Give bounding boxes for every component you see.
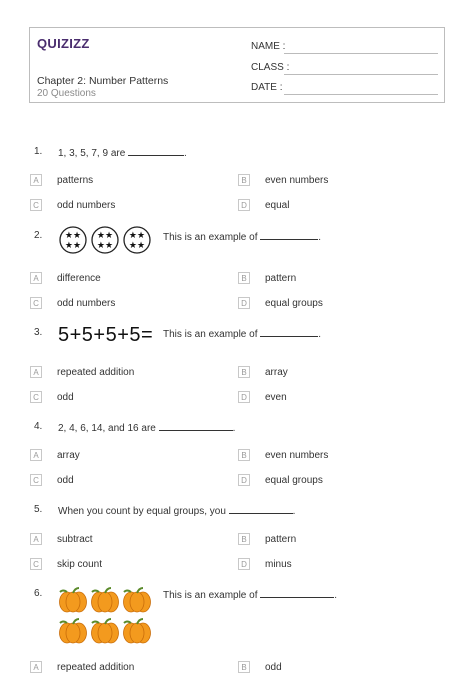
option-b-box[interactable]: B	[238, 366, 250, 378]
option-b-box[interactable]: B	[238, 174, 250, 186]
option-b-text: array	[265, 367, 288, 378]
pumpkin	[92, 588, 119, 612]
option-b-box[interactable]: B	[238, 661, 250, 673]
question-text: This is an example of .	[163, 232, 322, 243]
option-b-box[interactable]: B	[238, 533, 250, 545]
option-d-box[interactable]: D	[238, 558, 250, 570]
svg-text:★★: ★★	[128, 240, 146, 250]
question-text: 1, 3, 5, 7, 9 are .	[58, 148, 187, 159]
option-d-box[interactable]: D	[238, 199, 250, 211]
name-field-line[interactable]	[284, 53, 438, 54]
question-text: When you count by equal groups, you .	[58, 506, 296, 517]
option-c-text: odd numbers	[57, 200, 116, 211]
option-a-box[interactable]: A	[30, 366, 42, 378]
option-b-box[interactable]: B	[238, 449, 250, 461]
pumpkin	[124, 588, 151, 612]
option-a-box[interactable]: A	[30, 272, 42, 284]
star-circle	[92, 227, 118, 253]
option-a-text: array	[57, 450, 80, 461]
option-b-text: odd	[265, 662, 282, 673]
option-c-box[interactable]: C	[30, 558, 42, 570]
option-a-box[interactable]: A	[30, 661, 42, 673]
chapter-title: Chapter 2: Number Patterns	[37, 75, 169, 87]
class-field-line[interactable]	[284, 74, 438, 75]
option-c-text: odd	[57, 475, 74, 486]
answer-blank	[128, 146, 184, 156]
option-b-box[interactable]: B	[238, 272, 250, 284]
option-a-text: patterns	[57, 175, 94, 186]
option-c-text: skip count	[57, 559, 103, 570]
option-d-text: minus	[265, 559, 292, 570]
option-d-text: equal	[265, 200, 290, 211]
option-d-box[interactable]: D	[238, 391, 250, 403]
question-number: 1.	[34, 146, 43, 157]
question-text: 2, 4, 6, 14, and 16 are .	[58, 423, 236, 434]
svg-text:★★: ★★	[64, 230, 82, 240]
option-c-box[interactable]: C	[30, 391, 42, 403]
quizizz-logo: QUIZIZZ	[37, 36, 90, 51]
question-text: This is an example of .	[163, 590, 338, 601]
star-circle	[60, 227, 86, 253]
name-label: NAME :	[251, 41, 286, 52]
pumpkin	[60, 619, 87, 643]
option-a-text: subtract	[57, 534, 93, 545]
pumpkin	[60, 588, 87, 612]
option-b-text: even numbers	[265, 175, 329, 186]
svg-text:★★: ★★	[128, 230, 146, 240]
option-c-box[interactable]: C	[30, 199, 42, 211]
option-b-text: even numbers	[265, 450, 329, 461]
answer-blank	[260, 327, 318, 337]
option-c-box[interactable]: C	[30, 297, 42, 309]
pumpkin	[124, 619, 151, 643]
option-a-text: difference	[57, 273, 101, 284]
question-number: 6.	[34, 588, 43, 599]
option-a-box[interactable]: A	[30, 174, 42, 186]
star-circles-image	[58, 225, 158, 257]
answer-blank	[260, 230, 318, 240]
option-a-text: repeated addition	[57, 662, 135, 673]
date-label: DATE :	[251, 82, 283, 93]
svg-text:★★: ★★	[64, 240, 82, 250]
option-b-text: pattern	[265, 273, 297, 284]
pumpkin	[92, 619, 119, 643]
option-d-text: even	[265, 392, 287, 403]
question-text: This is an example of .	[163, 329, 322, 340]
option-a-box[interactable]: A	[30, 449, 42, 461]
option-c-box[interactable]: C	[30, 474, 42, 486]
pumpkins-image	[58, 584, 154, 646]
option-c-text: odd	[57, 392, 74, 403]
class-label: CLASS :	[251, 62, 290, 73]
question-count: 20 Questions	[37, 88, 96, 99]
star-circle	[124, 227, 150, 253]
question-number: 3.	[34, 327, 43, 338]
answer-blank	[260, 588, 334, 598]
option-d-box[interactable]: D	[238, 297, 250, 309]
option-c-text: odd numbers	[57, 298, 116, 309]
option-d-text: equal groups	[265, 475, 323, 486]
worksheet-header	[29, 27, 445, 103]
question-number: 5.	[34, 504, 43, 515]
option-a-box[interactable]: A	[30, 533, 42, 545]
answer-blank	[159, 421, 233, 431]
option-d-box[interactable]: D	[238, 474, 250, 486]
date-field-line[interactable]	[284, 94, 438, 95]
svg-text:★★: ★★	[96, 230, 114, 240]
question-number: 4.	[34, 421, 43, 432]
addition-expression: 5+5+5+5=	[58, 324, 154, 346]
option-a-text: repeated addition	[57, 367, 135, 378]
option-d-text: equal groups	[265, 298, 323, 309]
svg-text:★★: ★★	[96, 240, 114, 250]
question-number: 2.	[34, 230, 43, 241]
option-b-text: pattern	[265, 534, 297, 545]
answer-blank	[229, 504, 293, 514]
